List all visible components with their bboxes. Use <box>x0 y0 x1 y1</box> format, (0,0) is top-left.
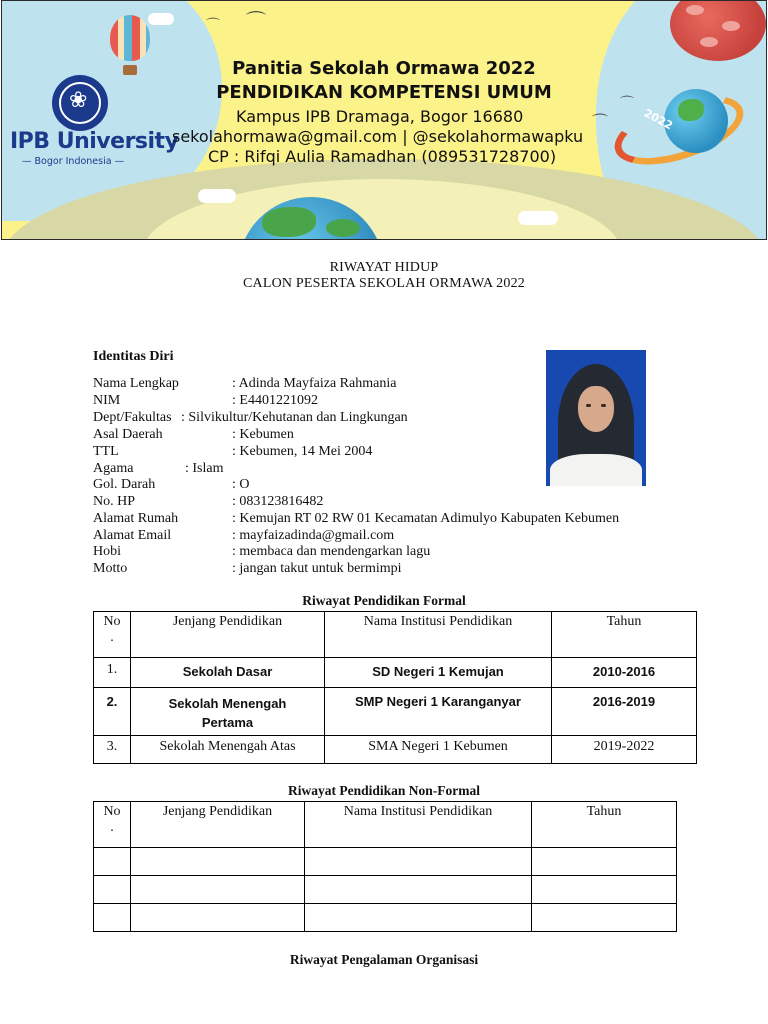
banner-title: Panitia Sekolah Ormawa 2022 <box>232 58 536 79</box>
identity-label: Nama Lengkap <box>93 376 179 391</box>
ipb-wordmark: IPB University <box>10 129 179 154</box>
bird-icon: ⌒ <box>206 18 220 34</box>
table-row <box>94 848 677 876</box>
identity-value: : E4401221092 <box>232 393 318 408</box>
nonformal-education-title: Riwayat Pendidikan Non-Formal <box>287 783 480 798</box>
cloud-icon <box>148 13 174 25</box>
identity-section-title: Identitas Diri <box>93 349 174 364</box>
identity-label: Agama <box>93 461 134 476</box>
bird-icon: ⌒ <box>592 112 609 131</box>
identity-value: : jangan takut untuk bermimpi <box>232 561 402 576</box>
cell-institution <box>305 876 532 904</box>
header-cell-institution: Nama Institusi Pendidikan <box>325 612 552 658</box>
identity-value: : O <box>232 477 250 492</box>
cell-year: 2016-2019 <box>552 688 697 736</box>
identity-row-ttl <box>93 443 372 460</box>
cell-institution: SMP Negeri 1 Karanganyar <box>325 688 552 736</box>
cell-no <box>94 904 131 932</box>
table-row <box>94 736 697 764</box>
identity-value: : membaca dan mendengarkan lagu <box>232 544 431 559</box>
identity-label: Hobi <box>93 544 121 559</box>
hot-air-balloon-icon <box>110 15 150 61</box>
cell-no: 2. <box>94 688 131 736</box>
identity-row-dept <box>93 409 408 426</box>
identity-row-blood <box>93 476 250 493</box>
cell-year <box>532 904 677 932</box>
banner-contact-person: CP : Rifqi Aulia Ramadhan (089531728700) <box>208 147 557 166</box>
cloud-icon <box>518 211 558 225</box>
document-subtitle: CALON PESERTA SEKOLAH ORMAWA 2022 <box>243 276 525 291</box>
profile-photo <box>546 350 646 486</box>
banner-contact: sekolahormawa@gmail.com | @sekolahormawapku <box>172 127 584 146</box>
header-cell-level: Jenjang Pendidikan <box>131 612 325 658</box>
nonformal-education-table <box>93 801 677 932</box>
cell-level <box>131 904 305 932</box>
table-row <box>94 658 697 688</box>
identity-value: : Silvikultur/Kehutanan dan Lingkungan <box>181 410 408 425</box>
cell-year <box>532 848 677 876</box>
cell-institution <box>305 904 532 932</box>
cell-level <box>131 848 305 876</box>
identity-row-phone <box>93 493 323 510</box>
cell-level: Sekolah Menengah Atas <box>131 736 325 764</box>
cell-year: 2019-2022 <box>552 736 697 764</box>
table-row <box>94 876 677 904</box>
identity-label: Motto <box>93 561 128 576</box>
header-banner <box>1 0 767 240</box>
cell-year: 2010-2016 <box>552 658 697 688</box>
cell-no: 1. <box>94 658 131 688</box>
identity-value: : Islam <box>185 461 224 476</box>
cell-level: Sekolah Menengah Pertama <box>131 688 325 736</box>
header-cell-year: Tahun <box>532 802 677 848</box>
banner-address: Kampus IPB Dramaga, Bogor 16680 <box>236 107 524 126</box>
identity-row-motto <box>93 560 402 577</box>
identity-label: Alamat Rumah <box>93 511 179 526</box>
formal-education-table <box>93 611 697 764</box>
identity-row-address <box>93 510 619 527</box>
cell-institution <box>305 848 532 876</box>
cell-level: Sekolah Dasar <box>131 658 325 688</box>
identity-label: Alamat Email <box>93 528 172 543</box>
cell-no <box>94 876 131 904</box>
document-title: RIWAYAT HIDUP <box>329 260 439 275</box>
identity-row-email <box>93 527 394 544</box>
identity-row-religion <box>93 460 224 477</box>
bird-icon: ⌒ <box>620 96 634 112</box>
banner-subtitle: PENDIDIKAN KOMPETENSI UMUM <box>216 82 552 103</box>
header-cell-no: No . <box>94 612 131 658</box>
ipb-subtitle: — Bogor Indonesia — <box>22 156 125 167</box>
header-cell-institution: Nama Institusi Pendidikan <box>305 802 532 848</box>
identity-row-name <box>93 375 396 392</box>
header-cell-no: No . <box>94 802 131 848</box>
identity-value: : mayfaizadinda@gmail.com <box>232 528 395 543</box>
cloud-icon <box>198 189 236 203</box>
organization-experience-title: Riwayat Pengalaman Organisasi <box>289 952 479 967</box>
identity-value: : Kebumen, 14 Mei 2004 <box>232 444 373 459</box>
identity-label: NIM <box>93 393 121 408</box>
table-row <box>94 904 677 932</box>
cell-year <box>532 876 677 904</box>
identity-value: : Kemujan RT 02 RW 01 Kecamatan Adimulyo Kabupaten Kebumen <box>232 511 620 526</box>
header-cell-year: Tahun <box>552 612 697 658</box>
cell-institution: SMA Negeri 1 Kebumen <box>325 736 552 764</box>
cell-no: 3. <box>94 736 131 764</box>
cell-institution: SD Negeri 1 Kemujan <box>325 658 552 688</box>
table-header-row <box>94 612 697 658</box>
identity-label: Dept/Fakultas <box>93 410 172 425</box>
formal-education-title: Riwayat Pendidikan Formal <box>302 593 466 608</box>
identity-label: Asal Daerah <box>93 427 163 442</box>
year-badge: 2022 <box>642 106 676 133</box>
identity-row-origin <box>93 426 294 443</box>
identity-label: No. HP <box>93 494 136 509</box>
bird-icon: ⌒ <box>246 9 266 33</box>
table-header-row <box>94 802 677 848</box>
cell-level <box>131 876 305 904</box>
identity-label: Gol. Darah <box>93 477 156 492</box>
table-row <box>94 688 697 736</box>
identity-label: TTL <box>93 444 119 459</box>
cell-no <box>94 848 131 876</box>
header-cell-level: Jenjang Pendidikan <box>131 802 305 848</box>
identity-value: : Kebumen <box>232 427 294 442</box>
identity-row-nim <box>93 392 318 409</box>
identity-value: : 083123816482 <box>232 494 324 509</box>
identity-value: : Adinda Mayfaiza Rahmania <box>232 376 397 391</box>
identity-row-hobby <box>93 543 430 560</box>
